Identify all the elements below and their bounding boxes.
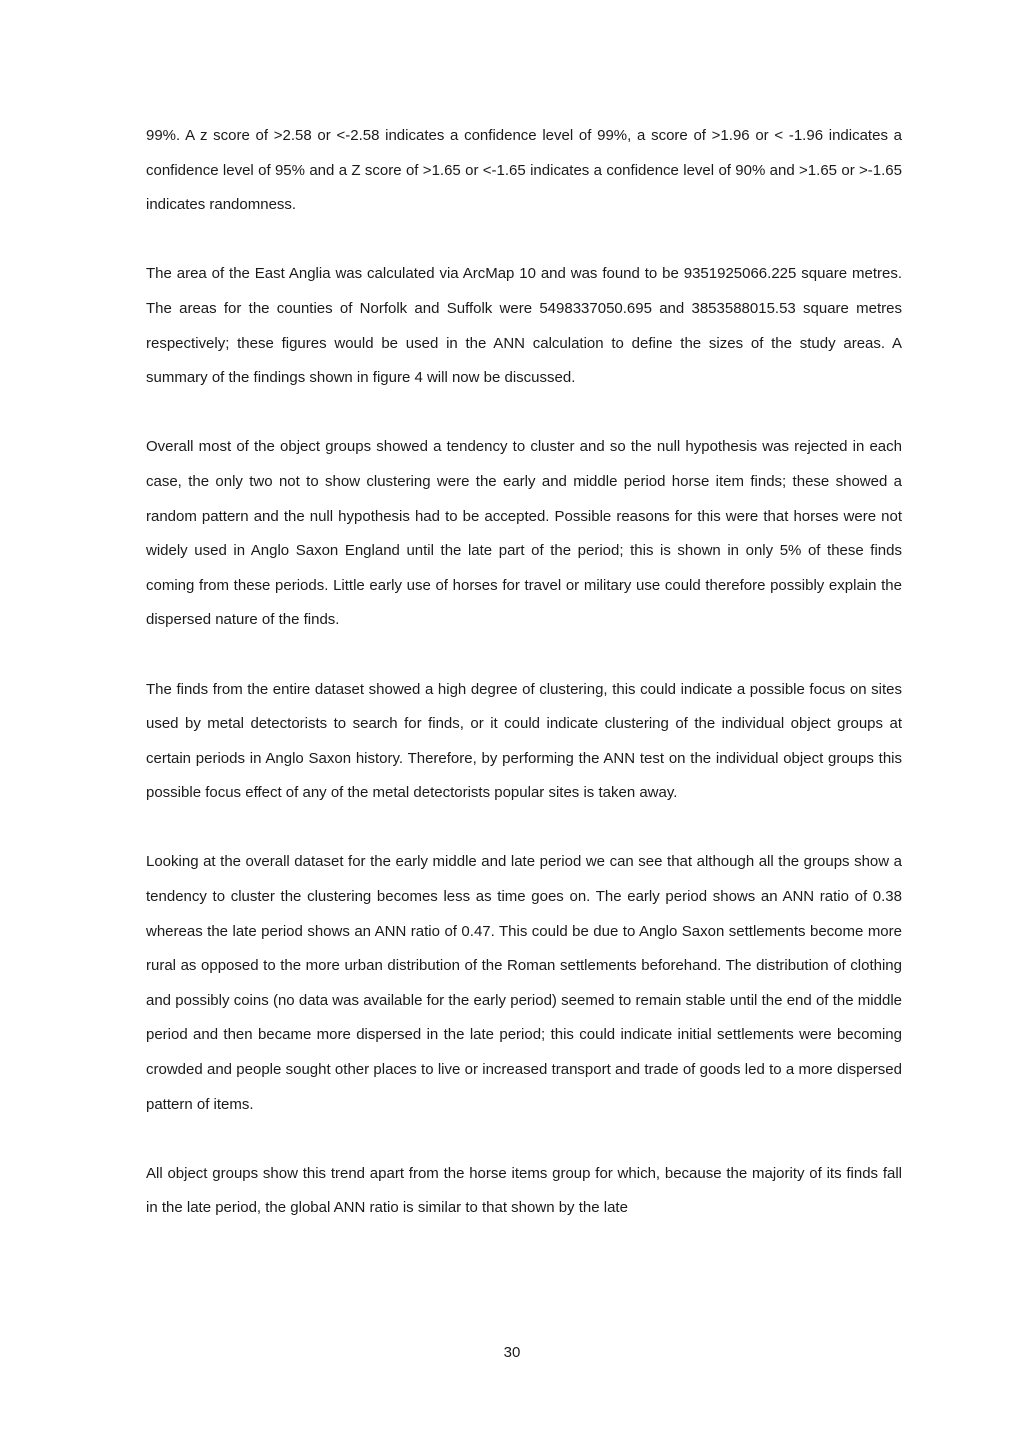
paragraph-horse-items: All object groups show this trend apart from the horse items group for which, because the majority of its finds fall in the late period, the global ANN ratio is similar to that shown by the late bbox=[146, 1164, 902, 1217]
body-text bbox=[146, 119, 902, 1226]
paragraph-study-areas: The area of the East Anglia was calculated via ArcMap 10 and was found to be 9351925066.225 square metres. The areas for the counties of Norfolk and Suffolk were 5498337050.695 and 3853588015.53 square metres respectively; these figures would be used in the ANN calculation to define the sizes of the study areas. A summary of the findings shown in figure 4 will now be discussed. bbox=[146, 265, 902, 387]
paragraph-confidence-levels: 99%. A z score of >2.58 or <-2.58 indicates a confidence level of 99%, a score of >1.96 or < -1.96 indicates a confidence level of 95% and a Z score of >1.65 or <-1.65 indicates a confidence level of 90% and >1.65 or >-1.65 indicates randomness. bbox=[146, 127, 902, 214]
paragraph-period-trend: Looking at the overall dataset for the early middle and late period we can see that although all the groups show a tendency to cluster the clustering becomes less as time goes on. The early period shows an ANN ratio of 0.38 whereas the late period shows an ANN ratio of 0.47. This could be due to Anglo Saxon settlements become more rural as opposed to the more urban distribution of the Roman settlements beforehand. The distribution of clothing and possibly coins (no data was available for the early period) seemed to remain stable until the end of the middle period and then became more dispersed in the late period; this could indicate initial settlements were becoming crowded and people sought other places to live or increased transport and trade of goods led to a more dispersed pattern of items. bbox=[146, 853, 902, 1113]
paragraph-object-groups: Overall most of the object groups showed a tendency to cluster and so the null hypothesis was rejected in each case, the only two not to show clustering were the early and middle period horse item finds; these showed a random pattern and the null hypothesis had to be accepted. Possible reasons for this were that horses were not widely used in Anglo Saxon England until the late part of the period; this is shown in only 5% of these finds coming from these periods. Little early use of horses for travel or military use could therefore possibly explain the dispersed nature of the finds. bbox=[146, 438, 902, 629]
page-number: 30 bbox=[503, 1344, 521, 1361]
paragraph-entire-dataset: The finds from the entire dataset showed a high degree of clustering, this could indicate a possible focus on sites used by metal detectorists to search for finds, or it could indicate clustering of the individual object groups at certain periods in Anglo Saxon history. Therefore, by performing the ANN test on the individual object groups this possible focus effect of any of the metal detectorists popular sites is taken away. bbox=[146, 680, 902, 802]
